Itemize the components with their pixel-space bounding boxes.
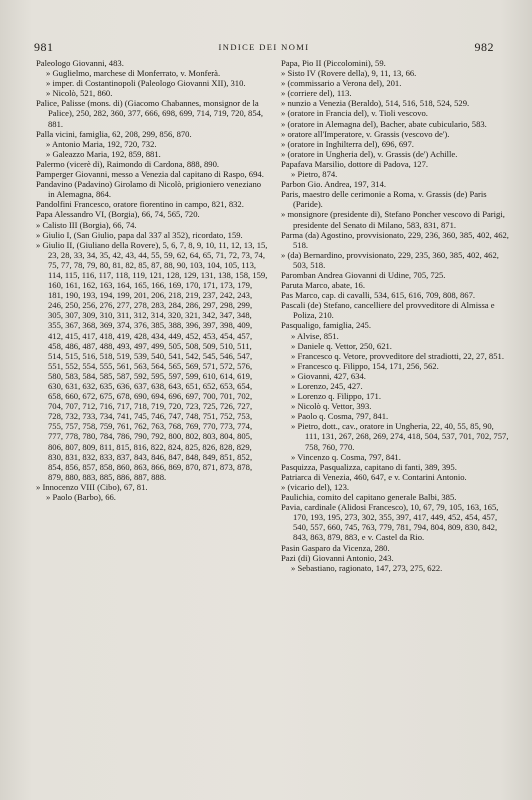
index-entry: » Sisto IV (Rovere della), 9, 11, 13, 66. xyxy=(281,68,417,79)
page-header xyxy=(34,40,494,54)
index-entry: » Calisto III (Borgia), 66, 74. xyxy=(36,219,137,230)
index-entry: Pas Marco, cap. di cavalli, 534, 615, 616, 709, 808, 867. xyxy=(281,290,476,301)
index-entry: Palermo (vicerè di), Raimondo di Cardona, 888, 890. xyxy=(36,158,220,169)
index-entry: Parbon Gio. Andrea, 197, 314. xyxy=(281,179,387,190)
index-entry: Pasquizza, Pasqualizza, capitano di fanti, 389, 395. xyxy=(281,461,457,472)
index-entry: » Giulio I, (San Giulio, papa dal 337 al 352), ricordato, 159. xyxy=(36,229,243,240)
index-entry: » Paolo q. Cosma, 797, 841. xyxy=(291,411,389,422)
index-entry: Palla vicini, famiglia, 62, 208, 299, 856, 870. xyxy=(36,128,192,139)
index-entry: » Lorenzo q. Filippo, 171. xyxy=(291,391,381,402)
page-number-left: 981 xyxy=(34,40,54,54)
index-entry: » imper. di Costantinopoli (Paleologo Giovanni XII), 310. xyxy=(46,78,246,89)
index-entry: » Francesco q. Filippo, 154, 171, 256, 562. xyxy=(291,360,439,371)
left-column xyxy=(36,58,268,502)
index-entry: Parma (da) Agostino, provvisionato, 229, 236, 360, 385, 402, 462, 518. xyxy=(281,229,509,250)
index-entry: » Daniele q. Vettor, 250, 621. xyxy=(291,340,392,351)
index-entry: Paris, maestro delle cerimonie a Roma, v. Grassis (de) Paris (Paride). xyxy=(281,189,487,210)
index-entry: » (oratore in Ungheria del), v. Grassis (de') Achille. xyxy=(281,148,458,159)
index-entry: » nunzio a Venezia (Beraldo), 514, 516, 518, 524, 529. xyxy=(281,98,470,109)
index-entry: Paruta Marco, abate, 16. xyxy=(281,280,365,291)
index-entry: Pasin Gasparo da Vicenza, 280. xyxy=(281,542,390,553)
index-entry: Pandavino (Padavino) Girolamo di Nicolò, prigioniero veneziano in Alemagna, 864. xyxy=(36,179,262,200)
index-entry: » Lorenzo, 245, 427. xyxy=(291,381,363,391)
index-entry: Paromban Andrea Giovanni di Udine, 705, 725. xyxy=(281,269,446,280)
index-entry: Pavia, cardinale (Alidosi Francesco), 10, 67, 79, 105, 163, 165, 170, 193, 195, 273, 302, 355, 397, 417, 449, 452, 454, 457, 540, 557, 660, 745, 763, 779, 781, 794, 804, 809, 830, 842, 843, 863, 879, 883, e v. Castel da Rio. xyxy=(281,502,499,543)
index-entry: » Galeazzo Maria, 192, 859, 881. xyxy=(46,148,161,159)
index-entry: Papa, Pio II (Piccolomini), 59. xyxy=(281,58,386,68)
index-entry: » (oratore in Francia del), v. Tioli vescovo. xyxy=(281,108,428,119)
index-entry: Pazi (di) Giovanni Antonio, 243. xyxy=(281,552,394,563)
index-entry: » Innocenzo VIII (Cibo), 67, 81. xyxy=(36,481,148,492)
index-entry: » Pietro, dott., cav., oratore in Ungheria, 22, 40, 55, 85, 90, 111, 131, 267, 268, 269, 274, 418, 504, 537, 701, 702, 757, 758, 760, 770. xyxy=(291,421,509,452)
index-entry: » Alvise, 851. xyxy=(291,330,339,341)
index-entry: Pascali (de) Stefano, cancelliere del provveditore di Almissa e Poliza, 210. xyxy=(281,300,495,321)
index-entry: » monsignore (presidente di), Stefano Poncher vescovo di Parigi, presidente del Senato di Milano, 583, 831, 871. xyxy=(281,209,505,230)
index-entry: » Paolo (Barbo), 66. xyxy=(46,492,116,503)
index-entry: » Antonio Maria, 192, 720, 732. xyxy=(46,138,157,149)
index-entry: » Nicolò q. Vettor, 393. xyxy=(291,401,372,412)
index-entry: Palice, Palisse (mons. di) (Giacomo Chabannes, monsignor de la Palice), 250, 282, 360, 377, 666, 698, 699, 714, 719, 720, 854, 881. xyxy=(36,98,264,129)
index-entry: » Nicolò, 521, 860. xyxy=(46,88,113,99)
index-entry: Papa Alessandro VI, (Borgia), 66, 74, 565, 720. xyxy=(36,209,200,220)
index-entry: » oratore all'Imperatore, v. Grassis (vescovo de'). xyxy=(281,128,450,139)
index-entry: Pasqualigo, famiglia, 245. xyxy=(281,320,371,331)
index-entry: » Pietro, 874. xyxy=(291,169,338,180)
index-entry: » Vincenzo q. Cosma, 797, 841. xyxy=(291,451,401,462)
index-entry: » Giulio II, (Giuliano della Rovere), 5, 6, 7, 8, 9, 10, 11, 12, 13, 15, 23, 28, 33, 34, 35, 42, 43, 44, 55, 59, 62, 64, 65, 71, 72, 73, 74, 75, 77, 78, 79, 80, 81, 82, 85, 87, 88, 90, 103, 104, 105, 113, 114, 115, 116, 117, 118, 119, 121, 128, 129, 131, 138, 158, 159, 160, 161, 162, 163, 164, 165, 166, 169, 170, 171, 173, 179, 181, 190, 193, 194, 199, 201, 206, 218, 219, 237, 242, 243, 246, 250, 256, 276, 277, 278, 283, 284, 286, 297, 298, 299, 305, 307, 309, 310, 311, 312, 314, 320, 321, 342, 347, 348, 355, 367, 368, 369, 374, 376, 385, 388, 396, 397, 398, 409, 412, 415, 417, 418, 419, 428, 434, 449, 452, 453, 454, 457, 458, 486, 487, 488, 493, 497, 499, 505, 508, 509, 510, 511, 514, 515, 516, 518, 519, 539, 540, 541, 542, 545, 546, 547, 551, 552, 554, 555, 561, 563, 564, 565, 569, 571, 572, 576, 580, 583, 584, 585, 587, 592, 595, 597, 599, 610, 614, 619, 630, 631, 632, 635, 636, 637, 638, 643, 651, 652, 653, 654, 658, 660, 672, 675, 678, 690, 694, 696, 697, 700, 701, 702, 704, 707, 712, 716, 717, 718, 719, 720, 723, 725, 726, 727, 728, 732, 733, 734, 741, 745, 746, 747, 748, 751, 752, 753, 755, 757, 758, 759, 761, 762, 763, 768, 769, 770, 773, 774, 777, 778, 780, 784, 786, 790, 792, 800, 802, 803, 804, 805, 806, 807, 809, 811, 815, 816, 822, 824, 825, 826, 828, 829, 830, 831, 832, 833, 837, 843, 846, 847, 848, 849, 851, 852, 854, 856, 857, 858, 860, 863, 866, 869, 870, 871, 873, 878, 879, 880, 883, 885, 886, 887, 888. xyxy=(36,239,268,482)
index-entry: Papafava Marsilio, dottore di Padova, 127. xyxy=(281,158,429,169)
index-entry: » Guglielmo, marchese di Monferrato, v. Monferà. xyxy=(46,68,221,79)
index-entry: » (oratore in Alemagna del), Bacher, abate cubiculario, 583. xyxy=(281,118,487,129)
index-entry: Pandolfini Francesco, oratore fiorentino in campo, 821, 832. xyxy=(36,199,244,210)
index-entry: » Giovanni, 427, 634. xyxy=(291,370,366,381)
index-entry: » (commissario a Verona del), 201. xyxy=(281,78,402,89)
index-entry: » (oratore in Inghilterra del), 696, 697. xyxy=(281,138,414,149)
page-number-right: 982 xyxy=(474,40,494,54)
index-entry: » (vicario del), 123. xyxy=(281,481,350,492)
index-entry: Patriarca di Venezia, 460, 647, e v. Contarini Antonio. xyxy=(281,471,467,482)
running-title: INDICE DEI NOMI xyxy=(218,42,310,52)
index-entry: Paleologo Giovanni, 483. xyxy=(36,58,124,68)
index-entry: » Sebastiano, ragionato, 147, 273, 275, 622. xyxy=(291,562,443,573)
index-entry: » Francesco q. Vetore, provveditore del stradiotti, 22, 27, 851. xyxy=(291,350,504,361)
index-entry: » (da) Bernardino, provvisionato, 229, 235, 360, 385, 402, 462, 503, 518. xyxy=(281,249,499,270)
index-entry: Paulichia, comito del capitano generale Balbi, 385. xyxy=(281,492,457,503)
right-column xyxy=(281,58,509,573)
index-entry: » (corriere del), 113. xyxy=(281,88,352,99)
index-entry: Pamperger Giovanni, messo a Venezia dal capitano di Raspo, 694. xyxy=(36,169,264,180)
